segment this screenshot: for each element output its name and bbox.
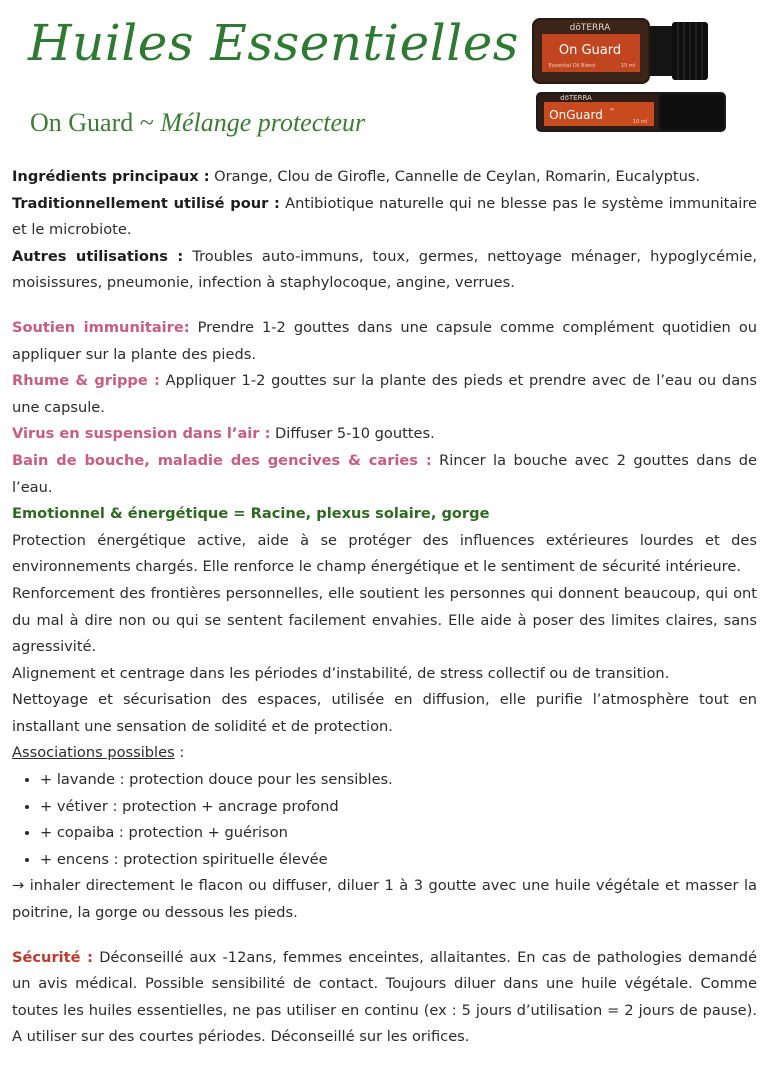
use-text: Diffuser 5-10 gouttes. <box>270 425 435 443</box>
use-item <box>12 368 757 421</box>
bottle1-brand: dōTERRA <box>569 23 611 33</box>
bottle2-tm: ™ <box>609 108 615 115</box>
emotional-paragraph: Nettoyage et sécurisation des espaces, utilisée en diffusion, elle purifie l’atmosphère tout en installant une sensation de solidité et de protection. <box>12 691 757 735</box>
list-item: • + vétiver : protection + ancrage profond <box>40 794 757 821</box>
use-text: Rincer la bouche avec 2 gouttes dans de l’eau. <box>12 451 758 496</box>
on-guard-rollon-image <box>536 90 726 134</box>
associations-colon: : <box>174 744 185 762</box>
bottle1-size: 15 ml <box>620 63 636 69</box>
ingredients-label: Ingrédients principaux : <box>12 168 210 185</box>
bottle2-brand: dōTERRA <box>560 94 592 102</box>
traditional-line <box>12 191 757 244</box>
use-item <box>12 421 757 448</box>
list-item: • + encens : protection spirituelle élevée <box>40 847 757 874</box>
traditional-text: Antibiotique naturelle qui ne blesse pas le système immunitaire et le microbiote. <box>12 194 757 239</box>
safety-line <box>12 945 757 1051</box>
emotional-paragraph: Renforcement des frontières personnelles, elle soutient les personnes qui donnent beaucoup, qui ont du mal à dire non ou qui se sentent facilement envahies. Elle aide à poser des limites claires, sans agressivité. <box>12 584 757 656</box>
use-text: Appliquer 1-2 gouttes sur la plante des pieds et prendre avec de l’eau ou dans une capsule. <box>12 372 757 416</box>
use-item <box>12 448 757 501</box>
emotional-paragraph: Protection énergétique active, aide à se protéger des influences extérieures lourdes et des environnements chargés. Elle renforce le champ énergétique et le sentiment de sécurité intérieure. <box>12 531 757 576</box>
use-label: Soutien immunitaire: <box>12 318 190 336</box>
bottle1-sub: Essential Oil Blend <box>548 63 596 69</box>
main-content <box>12 164 757 1051</box>
use-text: Prendre 1-2 gouttes dans une capsule comme complément quotidien ou appliquer sur la plante des pieds. <box>12 318 758 363</box>
ingredients-line <box>12 164 757 191</box>
list-item: • + copaiba : protection + guérison <box>40 820 757 847</box>
bottle2-name: OnGuard <box>549 108 603 122</box>
usage-instructions: → inhaler directement le flacon ou diffuser, diluer 1 à 3 goutte avec une huile végétale et masser la poitrine, la gorge ou dessous les pieds. <box>12 877 757 922</box>
subtitle-italic: Mélange protecteur <box>160 108 366 137</box>
safety-text: Déconseillé aux -12ans, femmes enceintes, allaitantes. En cas de pathologies demandé un avis médical. Possible sensibilité de contact. Toujours diluer dans une huile végétale. Comme toutes les huiles essentielles, ne pas utiliser en continu (ex : 5 jours d’utilisation = 2 jours de pause). A utiliser sur des courtes périodes. Déconseillé sur les orifices. <box>12 948 757 1046</box>
associations-label: Associations possibles <box>12 744 175 762</box>
other-uses-label: Autres utilisations : <box>12 247 184 265</box>
use-label: Rhume & grippe : <box>12 372 160 390</box>
bottle1-name: On Guard <box>558 43 622 58</box>
bottle2-size: 10 ml <box>632 119 648 125</box>
associations-list <box>12 767 757 873</box>
subtitle-separator: ~ <box>133 108 161 137</box>
associations-heading <box>12 740 757 767</box>
page-title: Huiles Essentielles <box>28 14 519 72</box>
emotional-paragraph: Alignement et centrage dans les périodes d’instabilité, de stress collectif ou de transition. <box>12 664 670 682</box>
other-uses-line <box>12 244 757 297</box>
other-uses-text: Troubles auto-immuns, toux, germes, nettoyage ménager, hypoglycémie, moisissures, pneumonie, infection à staphylocoque, angine, verrues. <box>12 247 757 292</box>
emotional-heading: Emotionnel & énergétique = Racine, plexus solaire, gorge <box>12 505 490 523</box>
safety-label: Sécurité : <box>12 948 93 966</box>
traditional-label: Traditionnellement utilisé pour : <box>12 194 280 212</box>
use-label: Virus en suspension dans l’air : <box>12 425 271 443</box>
subtitle-main: On Guard <box>30 108 134 137</box>
on-guard-bottle-image <box>532 16 710 86</box>
use-item <box>12 315 757 368</box>
ingredients-text: Orange, Clou de Girofle, Cannelle de Ceylan, Romarin, Eucalyptus. <box>209 168 701 185</box>
use-label: Bain de bouche, maladie des gencives & caries : <box>12 451 432 469</box>
page-subtitle <box>30 108 365 138</box>
list-item: • + lavande : protection douce pour les sensibles. <box>40 767 757 794</box>
